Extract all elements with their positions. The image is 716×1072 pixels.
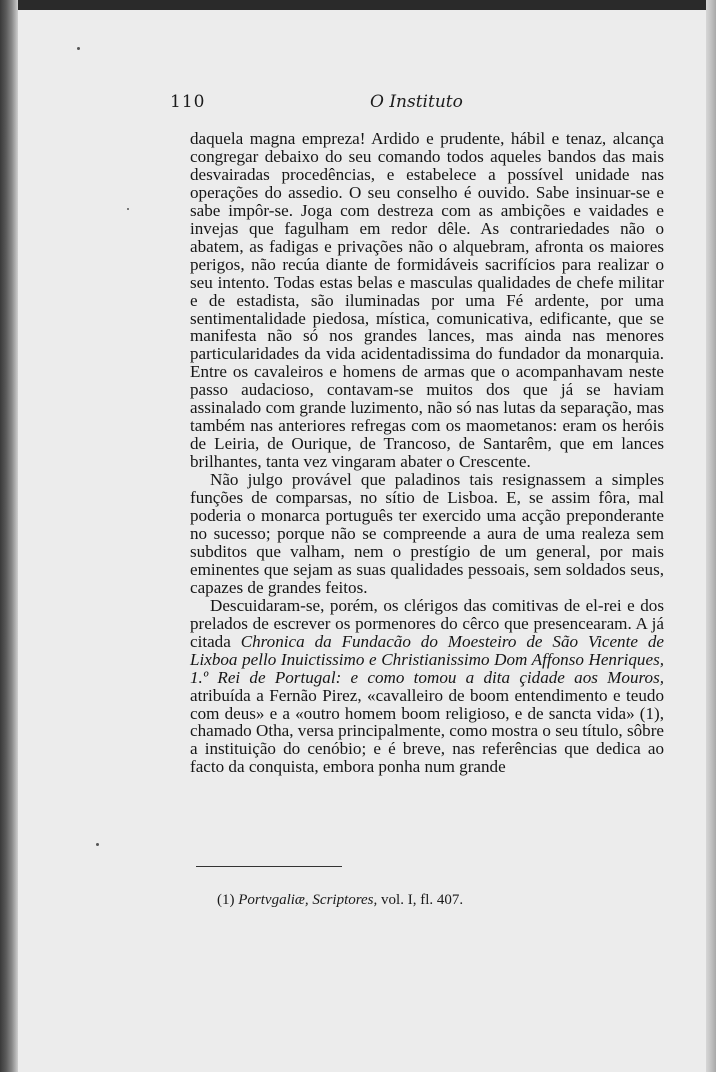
scan-top-edge: [0, 0, 716, 10]
body-text: [190, 130, 664, 776]
scan-speck: [96, 843, 99, 846]
footnote-marker: (1): [217, 892, 235, 908]
paragraph-3: [190, 597, 664, 777]
footnote: [217, 892, 657, 909]
paragraph-3-start: Descuidaram-se, porém, os clérigos das comitivas de el-rei e dos prelados de escrever os pormenores do cêrco que presencearam. A já citada: [190, 595, 664, 651]
footnote-source: Portvgaliæ, Scriptores,: [238, 892, 378, 908]
paragraph-2: Não julgo provável que paladinos tais resignassem a simples funções de comparsas, no sítio de Lisboa. E, se assim fôra, mal poderia o monarca português ter exercido uma acção preponderante no sucesso; porque não se compreende a aura de uma realeza sem subditos que valham, nem o prestígio de um general, por mais eminentes que sejam as suas qualidades pessoais, sem soldados seus, capazes de grandes feitos.: [190, 470, 664, 597]
footnote-rule: [196, 866, 342, 867]
paragraph-1: daquela magna empreza! Ardido e prudente, hábil e tenaz, alcança congregar debaixo do seu comando todos aqueles bandos das mais desvairadas procedências, e estabelece a possível unidade nas operações do assedio. O seu conselho é ouvido. Sabe insinuar-se e sabe impôr-se. Joga com destreza com as ambições e vaidades e invejas que fagulham em redor dêle. As contrariedades não o abatem, as fadigas e privações não o alquebram, afronta os maiores perigos, não recúa diante de formidáveis sacrifícios para realizar o seu intento. Todas estas belas e masculas qualidades de chefe militar e de estadista, são iluminadas por uma Fé ardente, por uma sentimentalidade piedosa, mística, comunicativa, edificante, que se manifesta não só nos grandes lances, mas ainda nas menores particularidades da vida acidentadissima do fundador da monarquia. Entre os cavaleiros e homens de armas que o acompanhavam neste passo audacioso, contavam-se muitos dos que já se haviam assinalado com grande luzimento, não só nas lutas da separação, mas também nas anteriores refregas com os maometanos: eram os heróis de Leiria, de Ourique, de Trancoso, de Santarêm, que em lances brilhantes, tanta vez vingaram abater o Crescente.: [190, 129, 664, 472]
scan-speck: [127, 208, 129, 210]
running-head: [170, 92, 668, 116]
footnote-ref: vol. I, fl. 407.: [377, 892, 464, 908]
page-right-edge: [706, 0, 716, 1072]
chronicle-title: Chronica da Fundacão do Moesteiro de São Vicente de Lixboa pello Inuictissimo e Christianissimo Dom Affonso Henriques, 1.º Rei de Portugal: e como tomou a dita çidade aos Mouros,: [190, 631, 664, 687]
running-title: O Instituto: [370, 92, 463, 112]
paragraph-3-end: atribuída a Fernão Pirez, «cavalleiro de boom entendimento e teudo com deus» e a «outro homem boom religioso, e de sancta vida» (1), chamado Otha, versa principalmente, como mostra o seu título, sôbre a instituição do cenóbio; e é breve, nas referências que dedica ao facto da conquista, embora ponha num grande: [190, 685, 664, 777]
page-number: 110: [170, 92, 206, 112]
book-spine-edge: [0, 0, 18, 1072]
scan-speck: [77, 47, 80, 50]
